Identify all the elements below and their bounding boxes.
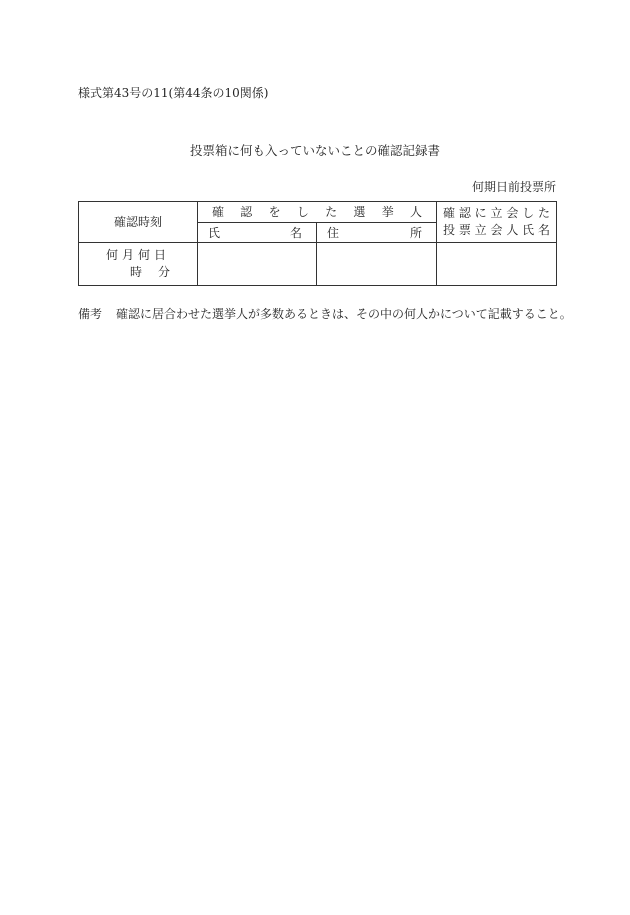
- datetime-hour: 時: [129, 265, 142, 280]
- cell-confirm-datetime: [79, 243, 198, 286]
- header-witness-line1: 確認に立会した: [443, 205, 551, 220]
- remarks-text: 確認に居合わせた選挙人が多数あるときは、その中の何人かについて記載すること。: [116, 307, 572, 321]
- header-witness: [437, 202, 557, 243]
- document-title: 投票箱に何も入っていないことの確認記録書: [189, 143, 440, 158]
- form-number: 様式第43号の11(第44条の10関係): [78, 86, 269, 100]
- header-confirm-time-label: 確認時刻: [113, 215, 162, 230]
- cell-voter-address[interactable]: [317, 243, 437, 286]
- subheader-name-right: 名: [289, 225, 302, 240]
- header-confirmed-voter: [198, 202, 437, 223]
- subheader-name: [198, 223, 317, 243]
- datetime-minute: 分: [158, 265, 171, 280]
- remarks-label: 備考: [78, 307, 103, 321]
- cell-voter-name[interactable]: [198, 243, 317, 286]
- polling-station-name: 何期日前投票所: [471, 180, 556, 194]
- confirmation-record-table: [78, 201, 557, 286]
- subheader-address: [317, 223, 437, 243]
- subheader-address-right: 所: [410, 225, 423, 240]
- header-confirmed-voter-label: 確認をした選挙人: [212, 205, 423, 220]
- remarks: [78, 305, 572, 322]
- datetime-date: 何月何日: [105, 247, 170, 262]
- subheader-name-left: 氏: [208, 225, 221, 240]
- cell-witness-name[interactable]: [437, 243, 557, 286]
- subheader-address-left: 住: [327, 225, 340, 240]
- header-confirm-time: [79, 202, 198, 243]
- header-witness-line2: 投票立会人氏名: [443, 223, 551, 238]
